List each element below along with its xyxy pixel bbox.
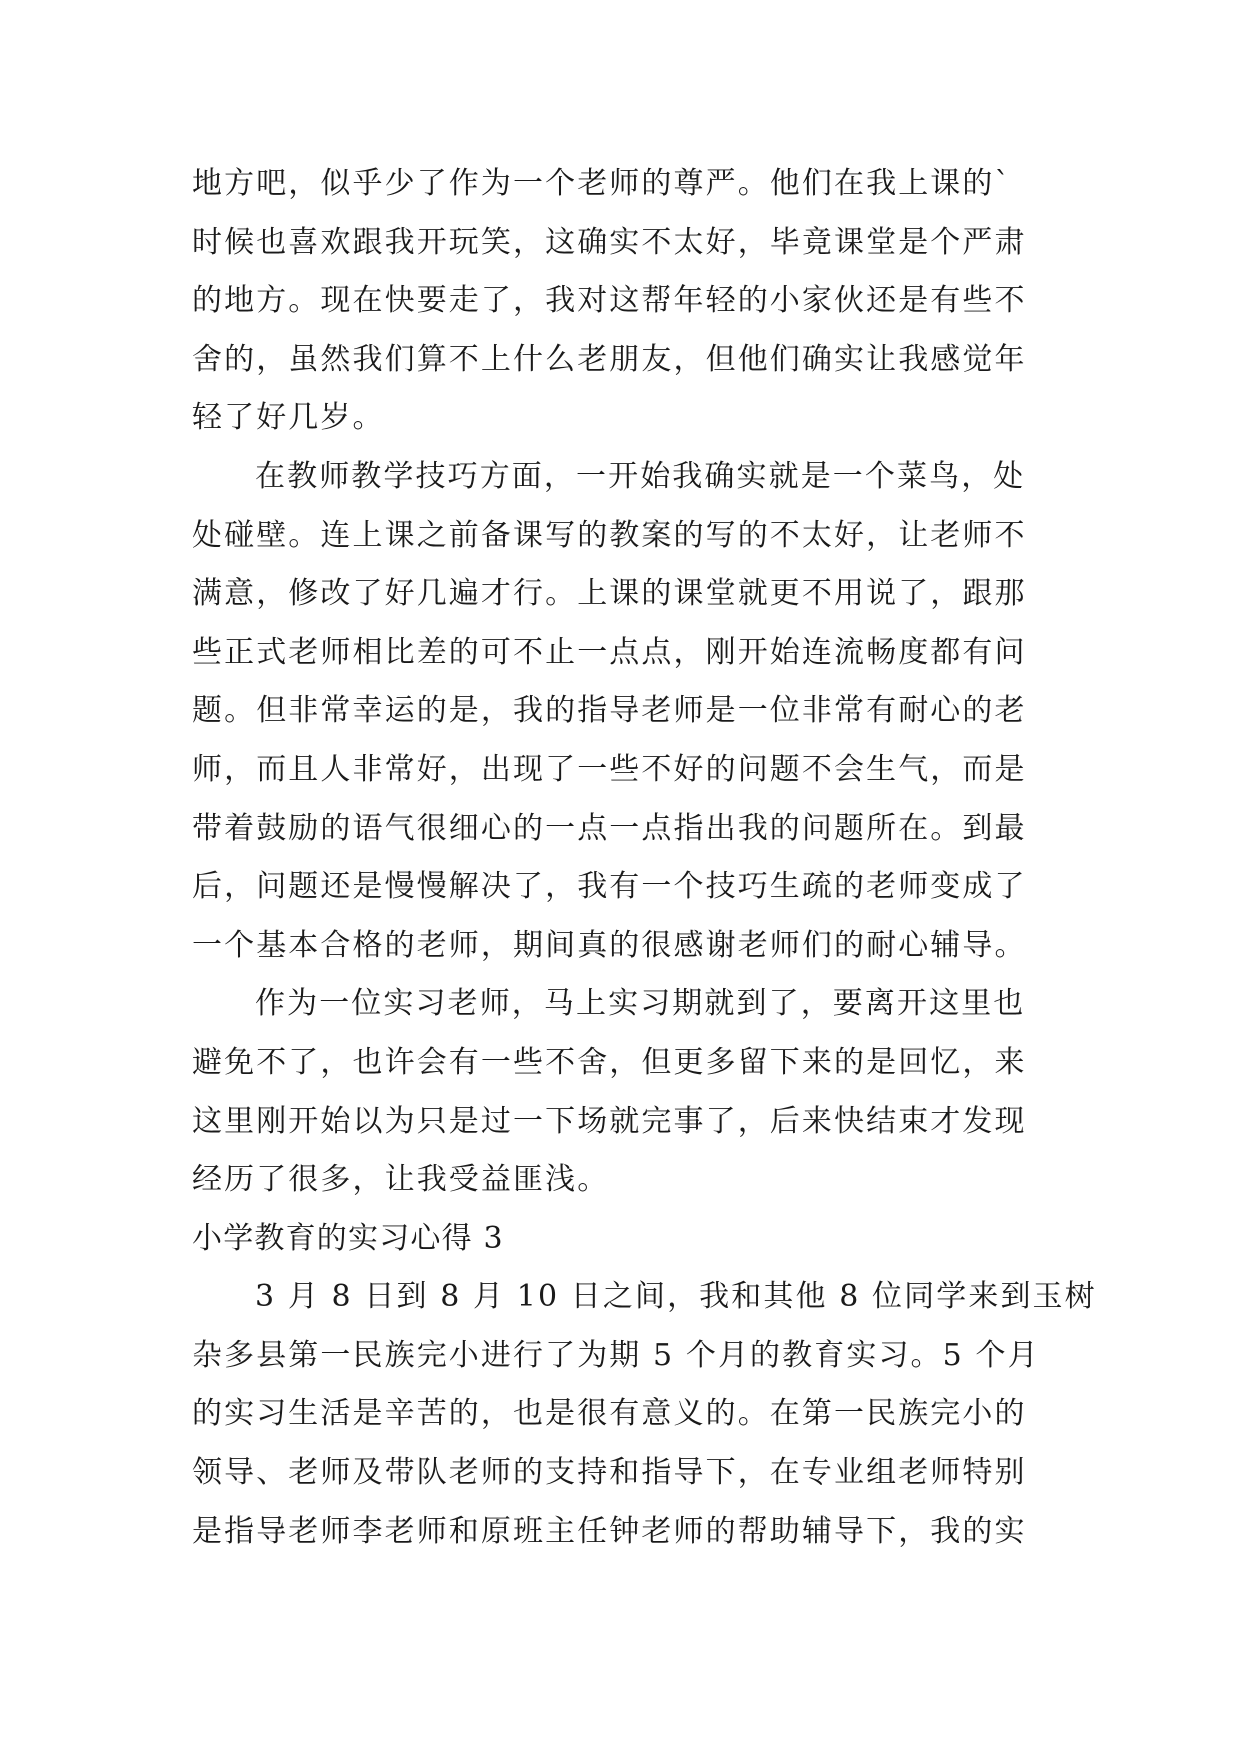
document-body: [192, 155, 1097, 1561]
text-line: 一个基本合格的老师，期间真的很感谢老师们的耐心辅导。: [192, 927, 1027, 963]
text-line: 处碰壁。连上课之前备课写的教案的写的不太好，让老师不: [192, 517, 1027, 553]
text-line: 舍的，虽然我们算不上什么老朋友，但他们确实让我感觉年: [192, 341, 1027, 377]
text-line: 领导、老师及带队老师的支持和指导下，在专业组老师特别: [192, 1455, 1027, 1491]
text-line: 杂多县第一民族完小进行了为期 5 个月的教育实习。5 个月: [192, 1337, 1040, 1373]
text-line: 些正式老师相比差的可不止一点点，刚开始连流畅度都有问: [192, 634, 1027, 670]
text-line: 地方吧，似乎少了作为一个老师的尊严。他们在我上课的`: [192, 166, 1012, 201]
text-line: 这里刚开始以为只是过一下场就完事了，后来快结束才发现: [192, 1103, 1027, 1139]
text-line: 轻了好几岁。: [192, 400, 385, 436]
text-line: 后，问题还是慢慢解决了，我有一个技巧生疏的老师变成了: [192, 869, 1027, 905]
text-line: 时候也喜欢跟我开玩笑，这确实不太好，毕竟课堂是个严肃: [192, 224, 1027, 260]
text-line: 题。但非常幸运的是，我的指导老师是一位非常有耐心的老: [192, 693, 1027, 729]
section-heading: 小学教育的实习心得 3: [192, 1220, 504, 1256]
text-line: 的实习生活是辛苦的，也是很有意义的。在第一民族完小的: [192, 1396, 1027, 1432]
text-line: 的地方。现在快要走了，我对这帮年轻的小家伙还是有些不: [192, 283, 1027, 319]
text-line: 是指导老师李老师和原班主任钟老师的帮助辅导下，我的实: [192, 1513, 1027, 1549]
text-line: 满意，修改了好几遍才行。上课的课堂就更不用说了，跟那: [192, 576, 1027, 612]
text-line: 师，而且人非常好，出现了一些不好的问题不会生气，而是: [192, 751, 1027, 787]
text-line: 带着鼓励的语气很细心的一点一点指出我的问题所在。到最: [192, 810, 1027, 846]
text-line: 避免不了，也许会有一些不舍，但更多留下来的是回忆，来: [192, 1044, 1027, 1080]
text-line: 3 月 8 日到 8 月 10 日之间，我和其他 8 位同学来到玉树: [255, 1279, 1097, 1315]
text-line: 在教师教学技巧方面，一开始我确实就是一个菜鸟，处: [255, 458, 1026, 494]
text-line: 作为一位实习老师，马上实习期就到了，要离开这里也: [255, 986, 1026, 1022]
text-line: 经历了很多，让我受益匪浅。: [192, 1162, 610, 1198]
